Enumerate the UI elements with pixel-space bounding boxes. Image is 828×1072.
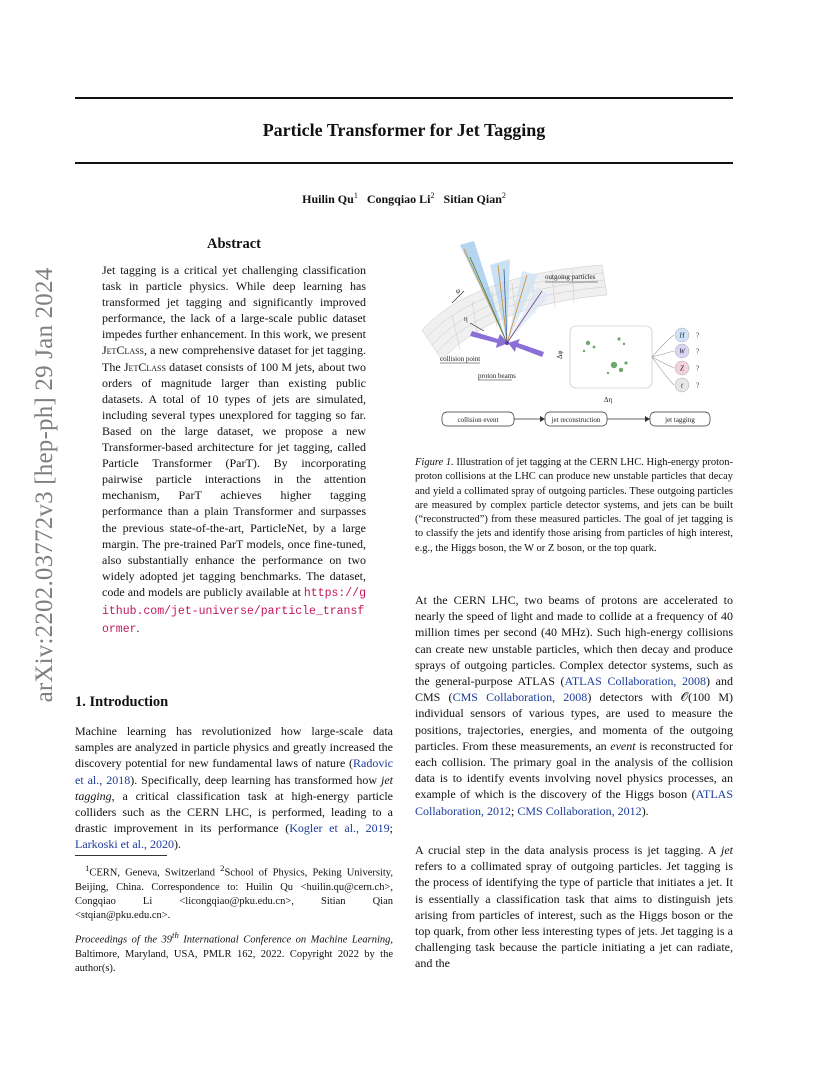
proceedings-text: Proceedings of the 39 xyxy=(75,934,173,946)
author-name: Huilin Qu xyxy=(302,192,354,206)
affiliation-marker: 2 xyxy=(220,863,225,873)
emphasis: jet tagging xyxy=(75,772,393,803)
caption-label: Figure 1. xyxy=(415,457,454,468)
paper-title: Particle Transformer for Jet Tagging xyxy=(262,120,546,140)
dataset-name: JetClass xyxy=(123,359,166,374)
body-text: A crucial step in the data analysis process is jet tagging. A xyxy=(415,843,721,857)
citation-link[interactable]: ATLAS Collaboration, 2008 xyxy=(564,674,707,689)
affiliation-marker: 2 xyxy=(430,191,435,200)
footnote-text: School of Physics, Peking University, Beijing, China. Correspondence to: Huilin Qu <huilin.qu@cern.ch>, Congqiao Li <licongqiao@pku.edu.cn>, Sitian Qian <stqian@pku.edu.cn>. xyxy=(75,867,393,922)
pipeline-label: jet reconstruction xyxy=(551,416,601,424)
abstract-text: , a new comprehensive dataset for jet tagging. The xyxy=(102,343,366,374)
class-label: W xyxy=(679,347,685,356)
class-label: t xyxy=(681,381,683,390)
figure-caption xyxy=(415,456,733,556)
delta-eta-label: Δη xyxy=(604,396,613,404)
affiliation-footnote xyxy=(75,861,393,923)
citation-link[interactable]: CMS Collaboration, 2012 xyxy=(517,803,642,818)
body-text: At the CERN LHC, two beams of protons are accelerated to nearly the speed of light and made to collide at a frequency of 40 million times per second (40 MHz). Such high-energy collisions can create new unstable particles, which then decay and produce sprays of outgoing particles. Complex detector systems, such as the general-purpose ATLAS ( xyxy=(415,593,733,689)
affiliation-marker: 1 xyxy=(353,191,358,200)
proceedings-sup: th xyxy=(172,930,179,940)
right-column-paragraph-1 xyxy=(415,592,733,819)
body-text: ). Specifically, deep learning has transformed how xyxy=(130,772,381,787)
body-text: ). xyxy=(173,837,181,852)
affiliation-marker: 2 xyxy=(501,191,506,200)
pipeline-arrowhead xyxy=(645,416,650,422)
section-heading-introduction: 1. Introduction xyxy=(75,694,169,710)
body-text: ; xyxy=(389,821,393,836)
footnote-rule xyxy=(75,855,167,856)
phi-label: φ xyxy=(456,287,461,295)
body-text: ) detectors with 𝒪(100 M) individual sensors of various types, are used to measure the positions, trajectories, energies, and momenta of the outgoing particles. From these measurements, an xyxy=(415,690,733,753)
proceedings-text: , Baltimore, Maryland, USA, PMLR 162, 2022. Copyright 2022 by the author(s). xyxy=(75,934,393,974)
class-connectors xyxy=(652,335,674,385)
introduction-body xyxy=(75,723,393,853)
body-text: ; xyxy=(511,803,518,818)
arxiv-stamp-text: arXiv:2202.03772v3 [hep-ph] 29 Jan 2024 xyxy=(31,267,58,703)
proceedings-note xyxy=(75,928,393,976)
citation-link[interactable]: Larkoski et al., 2020 xyxy=(75,837,174,852)
citation-link[interactable]: Radovic et al., 2018 xyxy=(75,756,393,787)
body-text: , a critical classification task at high-energy particle colliders such as the CERN LHC, is performed, leading to a drastic improvement in its performance ( xyxy=(75,788,393,836)
citation-link[interactable]: Kogler et al., 2019 xyxy=(289,821,390,836)
body-text: ) and CMS ( xyxy=(415,674,733,705)
abstract-text: dataset consists of 100 M jets, about two orders of magnitude larger than existing public datasets. A total of 10 types of jets are simulated, including several types unexplored for tagging so far. Based on the large dataset, we propose a new Transformer-based architecture for jet tagging, called Particle Transformer (ParT). By incorporating pairwise particle interactions in the attention mechanism, ParT achieves higher tagging performance than a plain Transformer and surpasses the previous state-of-the-art, ParticleNet, by a large margin. The pre-trained ParT models, once fine-tuned, also substantially enhance the performance on two widely adopted jet tagging benchmarks. The dataset, code and models are publicly available at xyxy=(102,359,367,599)
body-text: Machine learning has revolutionized how large-scale data samples are analyzed in particle physics and greatly increased the discovery potential for new fundamental laws of nature ( xyxy=(75,724,393,771)
author-name: Congqiao Li xyxy=(366,192,431,206)
right-column-paragraph-2 xyxy=(415,842,733,972)
github-link[interactable]: https://github.com/jet-universe/particle_transformer xyxy=(102,586,366,637)
pipeline-label: jet tagging xyxy=(665,416,695,424)
pipeline-arrowhead xyxy=(540,416,545,422)
class-label: Z xyxy=(680,364,684,373)
affiliation-marker: 1 xyxy=(85,863,90,873)
class-question-mark: ? xyxy=(696,331,700,340)
class-bubbles xyxy=(675,328,699,392)
footnote-text: CERN, Geneva, Switzerland xyxy=(89,867,221,879)
class-question-mark: ? xyxy=(696,381,700,390)
title-rule xyxy=(75,162,733,164)
eta-label: η xyxy=(464,315,468,323)
outgoing-particles-label: outgoing particles xyxy=(545,273,596,281)
figure-jet-tagging-illustration xyxy=(412,235,732,430)
body-text: ). xyxy=(641,803,649,818)
class-question-mark: ? xyxy=(696,347,700,356)
emphasis: jet xyxy=(721,843,733,857)
dataset-name: JetClass xyxy=(102,343,145,358)
pipeline-label: collision event xyxy=(457,416,499,424)
abstract-body xyxy=(102,262,366,638)
proton-beams-label: proton beams xyxy=(478,372,516,380)
collision-point-marker xyxy=(505,341,509,345)
delta-phi-label: Δφ xyxy=(556,350,564,359)
author-name: Sitian Qian xyxy=(443,192,502,206)
abstract-text: Jet tagging is a critical yet challenging classification task in particle physics. While deep learning has transformed jet tagging and significantly improved performance, the lack of a large-scale public dataset impedes further enhancement. In this work, we present xyxy=(102,263,366,342)
emphasis: event xyxy=(610,738,636,753)
collision-point-label: collision point xyxy=(440,355,481,363)
top-rule xyxy=(75,97,733,99)
arxiv-stamp xyxy=(20,267,70,703)
class-question-mark: ? xyxy=(696,364,700,373)
class-label: H xyxy=(679,331,685,340)
citation-link[interactable]: ATLAS Collaboration, 2012 xyxy=(415,787,733,818)
body-text: refers to a collimated spray of outgoing particles. Jet tagging is the process of identifying the type of particle that initiates a jet. It is essentially a classification task that aims to distinguish jets arising from particles of interest, such as the Higgs boson or the top quark, from other less interesting types of jets. Jet tagging is a challenging task because the particle initiating a jet can radiate, and the xyxy=(415,859,733,971)
abstract-text: . xyxy=(136,621,140,636)
body-text: is reconstructed for each collision. The primary goal in the analysis of the collision data is to identify events involving novel physics processes, an example of which is the discovery of the Higgs boson ( xyxy=(415,738,733,802)
abstract-heading: Abstract xyxy=(207,236,261,252)
pipeline xyxy=(442,412,710,426)
citation-link[interactable]: CMS Collaboration, 2008 xyxy=(452,690,588,705)
caption-text: Illustration of jet tagging at the CERN LHC. High-energy proton-proton collisions at the LHC can produce new unstable particles that decay and yield a collimated spray of outgoing particles. These outgoing particles are measured by complex particle detector systems, and jets can be built (“reconstructed”) from these measured particles. The goal of jet tagging is to classify the jets and identify those arising from particles of high interest, e.g., the Higgs boson, the W or Z boson, or the top quark. xyxy=(415,457,733,554)
proceedings-text: International Conference on Machine Learning xyxy=(178,934,391,946)
jet-image-panel xyxy=(570,326,652,388)
author-list xyxy=(75,191,733,207)
